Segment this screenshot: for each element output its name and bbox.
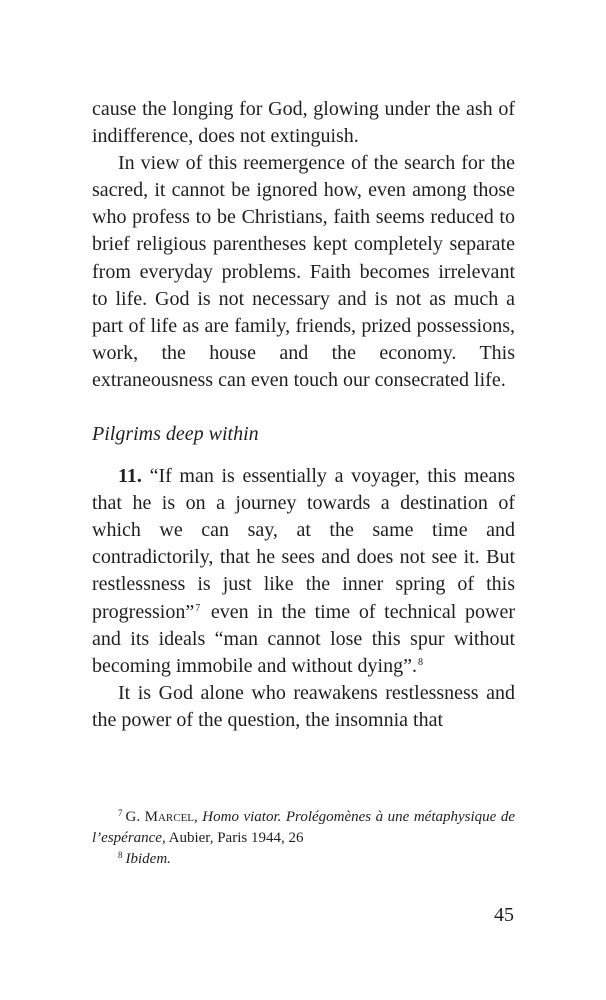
footnote-7-separator: , — [194, 809, 203, 825]
footnote-ref-7[interactable]: 7 — [195, 602, 201, 614]
footnote-7-author-surname: Marcel — [144, 809, 195, 825]
paragraph-11 — [92, 463, 515, 680]
footnote-7-title: Homo viator. Prolégomènes à une métaphysique de l’espérance — [92, 809, 515, 846]
footnote-7-publisher: , Aubier, Paris 1944, 26 — [161, 830, 304, 846]
footnote-7-author-initial: G. — [125, 809, 145, 825]
footnote-ref-8[interactable]: 8 — [417, 656, 423, 668]
paragraph-11-text-part1: “If man is essentially a voyager, this means that he is on a journey towards a destination of which we can say, at the same time and contradictorily, that he sees and does not see it. But restlessness is just like the inner spring of this progression” — [92, 465, 516, 623]
paragraph-god-alone: It is God alone who reawakens restlessness and the power of the question, the insomnia that — [92, 681, 515, 731]
footnote-marker-8: 8 — [118, 850, 123, 860]
paragraph-faith-irrelevance: In view of this reemergence of the search for the sacred, it cannot be ignored how, even among those who profess to be Christians, faith seems reduced to brief religious parentheses kept completely separate from everyday problems. Faith becomes irrelevant to life. God is not necessary and is not as much a part of life as are family, friends, prized possessions, work, the house and the economy. This extraneousness can even touch our consecrated life. — [92, 152, 515, 391]
footnote-8 — [92, 849, 515, 870]
paragraph-continuation: cause the longing for God, glowing under the ash of indifference, does not extinguish. — [92, 98, 515, 148]
section-heading: Pilgrims deep within — [92, 423, 259, 446]
footnote-marker-7: 7 — [118, 808, 123, 818]
footnote-8-text: Ibidem. — [125, 851, 171, 867]
paragraph-11-text-part2: even in the time of technical power and its ideals “man cannot lose this spur without becoming immobile and without dying”. — [92, 600, 516, 677]
main-text — [92, 96, 515, 734]
paragraph-number: 11. — [118, 465, 142, 488]
page-number: 45 — [494, 904, 514, 926]
footnote-7 — [92, 807, 515, 849]
footnotes — [92, 807, 515, 870]
